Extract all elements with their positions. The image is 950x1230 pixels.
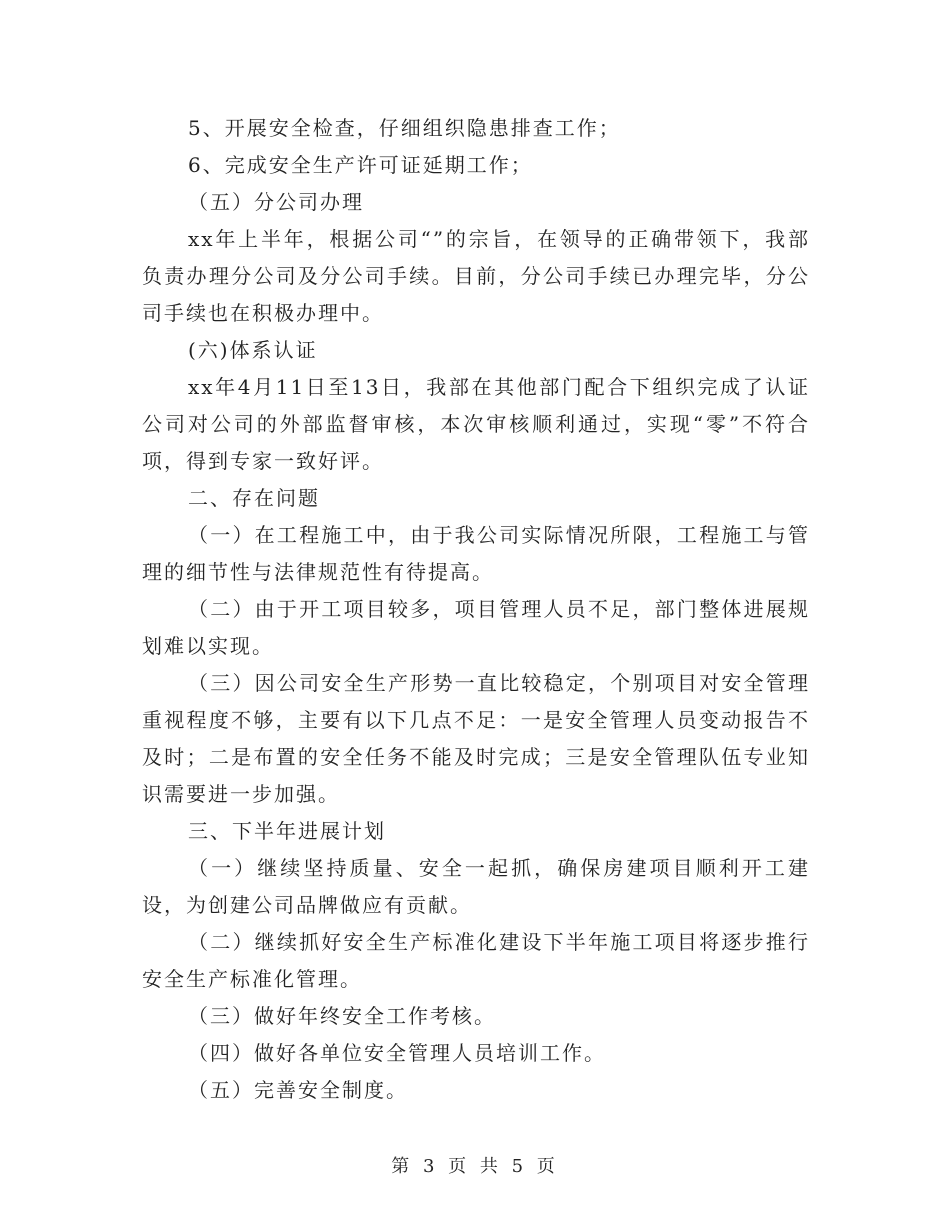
plan-1: （一）继续坚持质量、安全一起抓，确保房建项目顺利开工建设，为创建公司品牌做应有贡献。 xyxy=(142,856,810,917)
plan-3: （三）做好年终安全工作考核。 xyxy=(188,1004,496,1028)
paragraph-2: 6、完成安全生产许可证延期工作； xyxy=(188,153,533,177)
heading-problems: 二、存在问题 xyxy=(188,486,320,510)
paragraph-certification: xx年4月11日至13日，我部在其他部门配合下组织完成了认证公司对公司的外部监督审核，本次审核顺利通过，实现“零”不符合项，得到专家一致好评。 xyxy=(142,375,810,473)
document-body xyxy=(142,110,810,1109)
heading-plan: 三、下半年进展计划 xyxy=(188,819,386,843)
plan-5: （五）完善安全制度。 xyxy=(188,1078,408,1102)
problem-1: （一）在工程施工中，由于我公司实际情况所限，工程施工与管理的细节性与法律规范性有待提高。 xyxy=(142,523,810,584)
page-number-footer: 第 3 页 共 5 页 xyxy=(391,1156,559,1177)
plan-4: （四）做好各单位安全管理人员培训工作。 xyxy=(188,1041,606,1065)
section-heading-5: （五）分公司办理 xyxy=(188,190,364,214)
section-heading-6: (六)体系认证 xyxy=(188,338,318,362)
problem-2: （二）由于开工项目较多，项目管理人员不足，部门整体进展规划难以实现。 xyxy=(142,597,810,658)
paragraph-1: 5、开展安全检查，仔细组织隐患排查工作； xyxy=(188,116,621,140)
paragraph-branch-office: xx年上半年，根据公司“”的宗旨，在领导的正确带领下，我部负责办理分公司及分公司手续。目前，分公司手续已办理完毕，分公司手续也在积极办理中。 xyxy=(142,227,810,325)
plan-2: （二）继续抓好安全生产标准化建设下半年施工项目将逐步推行安全生产标准化管理。 xyxy=(142,930,810,991)
problem-3: （三）因公司安全生产形势一直比较稳定，个别项目对安全管理重视程度不够，主要有以下几点不足：一是安全管理人员变动报告不及时；二是布置的安全任务不能及时完成；三是安全管理队伍专业知识需要进一步加强。 xyxy=(142,671,810,806)
